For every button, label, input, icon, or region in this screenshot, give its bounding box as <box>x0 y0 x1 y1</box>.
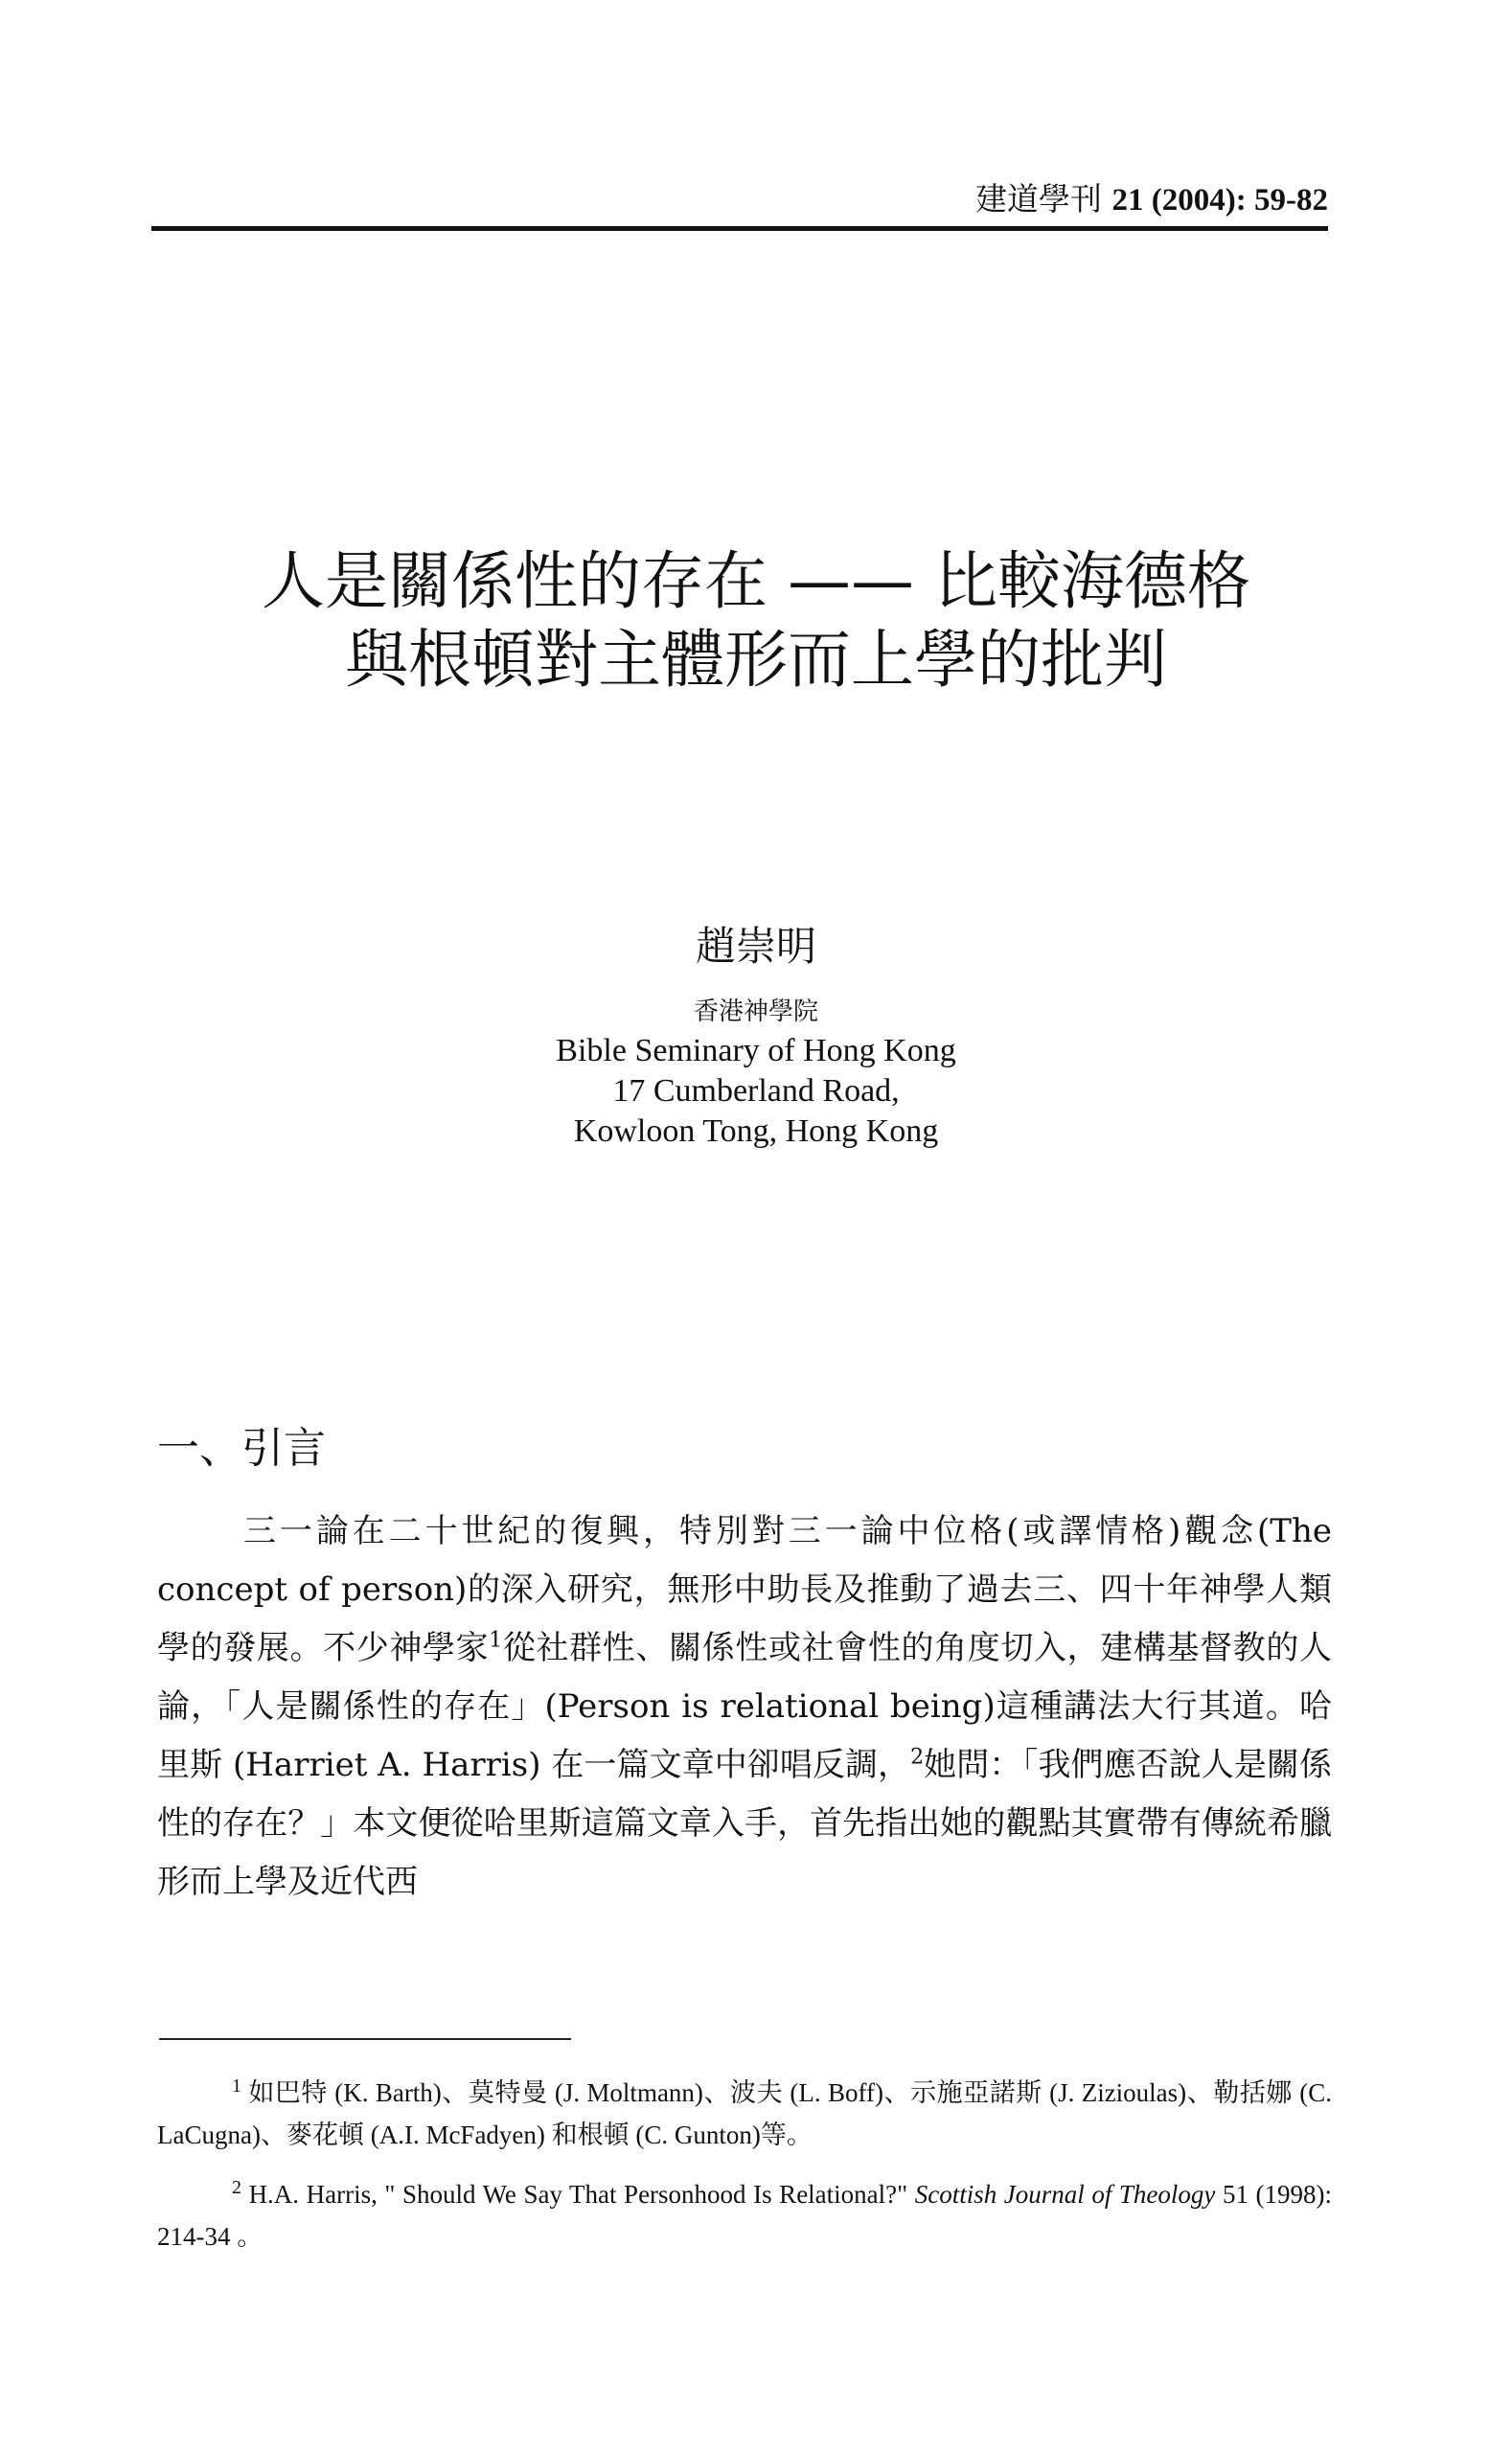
footnote-number: 2 <box>232 2177 241 2198</box>
title-line-1: 人是關係性的存在 —— 比較海德格 <box>262 544 1250 618</box>
footnote-1 <box>157 2072 1332 2156</box>
body-text-part-3: 她問：「我們應否說人是關係性的存在？」本文便從哈里斯這篇文章入手，首先指出她的觀點其實帶有傳統希臘形而上學及近代西 <box>157 1746 1332 1901</box>
footnote-ref-2: 2 <box>910 1745 925 1770</box>
footnote-text: 如巴特 (K. Barth)、莫特曼 (J. Moltmann)、波夫 (L. Boff)、示施亞諾斯 (J. Zizioulas)、勒括娜 (C. LaCugna)、麥花頓 (A.I. McFadyen) 和根頓 (C. Gunton)等。 <box>157 2078 1332 2149</box>
institution-zh: 香港神學院 <box>693 997 818 1026</box>
footnote-text: H.A. Harris, " Should We Say That Personhood Is Relational?" <box>248 2180 915 2209</box>
footnote-ref-1: 1 <box>489 1628 503 1653</box>
address-line-1: 17 Cumberland Road, <box>612 1073 900 1109</box>
header-rule <box>151 226 1328 231</box>
body-paragraph <box>157 1502 1332 1912</box>
author-name: 趙崇明 <box>695 923 816 970</box>
title-line-2: 與根頓對主體形而上學的批判 <box>345 623 1167 697</box>
running-header <box>975 174 1328 219</box>
institution-en: Bible Seminary of Hong Kong <box>556 1033 956 1068</box>
footnote-2 <box>157 2173 1332 2258</box>
body-text-part-1: 三一論在二十世紀的復興，特別對三一論中位格(或譯情格)觀念(The concept of person)的深入研究，無形中助長及推動了過去三、四十年神學人類學的發展。不少神學家 <box>157 1512 1332 1667</box>
address-line-2: Kowloon Tong, Hong Kong <box>573 1113 939 1149</box>
author-block <box>268 920 1244 1152</box>
footnotes <box>157 2072 1332 2275</box>
journal-title-italic: Scottish Journal of Theology <box>914 2180 1216 2209</box>
footnote-citation: 51 (1998): 214-34 。 <box>157 2180 1332 2251</box>
journal-name: 建道學刊 <box>975 180 1103 218</box>
journal-issue: 21 (2004): 59-82 <box>1111 183 1328 218</box>
footnote-rule <box>159 2038 571 2040</box>
article-title <box>153 542 1359 699</box>
section-heading: 一、引言 <box>157 1424 326 1473</box>
footnote-number: 1 <box>232 2075 241 2097</box>
body-text-part-2: 從社群性、關係性或社會性的角度切入，建構基督教的人論，「人是關係性的存在」(Person is relational being)這種講法大行其道。哈里斯 (Harriet A. Harris) 在一篇文章中卻唱反調， <box>157 1629 1333 1784</box>
